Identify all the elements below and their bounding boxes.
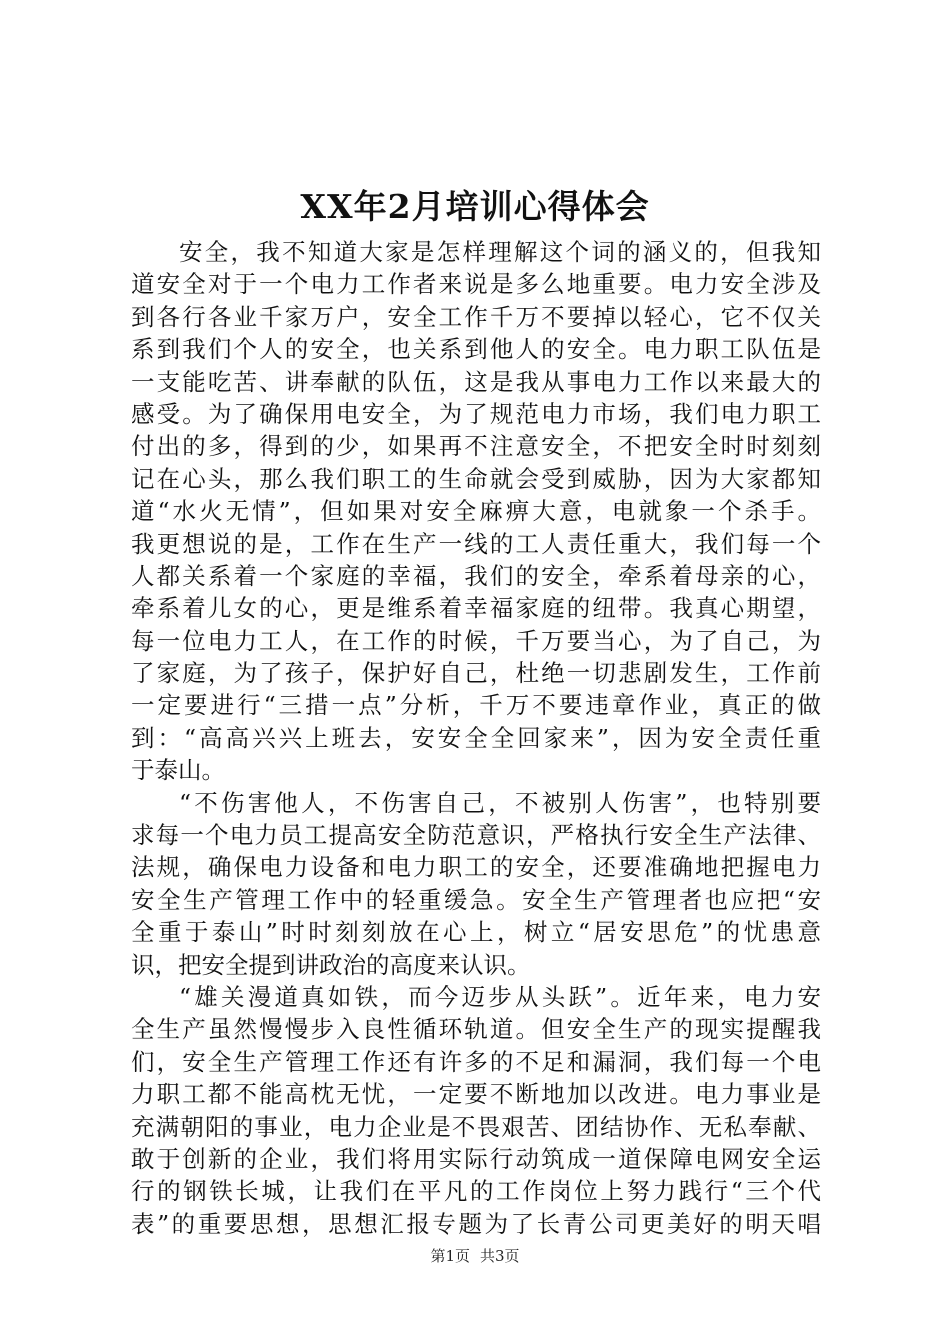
text-line: 道“水火无情”，但如果对安全麻痹大意，电就象一个杀手。 <box>131 497 821 526</box>
text-line: 全生产虽然慢慢步入良性循环轨道。但安全生产的现实提醒我 <box>131 1015 821 1044</box>
text-line: “不伤害他人，不伤害自己，不被别人伤害”，也特别要 <box>179 788 821 817</box>
page-footer <box>0 1246 950 1266</box>
text-line: 表”的重要思想，思想汇报专题为了长青公司更美好的明天唱 <box>131 1209 821 1238</box>
text-line: 安全，我不知道大家是怎样理解这个词的涵义的，但我知 <box>179 238 821 266</box>
text-line: 感受。为了确保用电安全，为了规范电力市场，我们电力职工 <box>131 399 821 428</box>
text-line: 到各行各业千家万户，安全工作千万不要掉以轻心，它不仅关 <box>131 302 821 331</box>
text-line: 系到我们个人的安全，也关系到他人的安全。电力职工队伍是 <box>131 335 821 364</box>
text-line: 付出的多，得到的少，如果再不注意安全，不把安全时时刻刻 <box>131 432 821 461</box>
text-line: 识，把安全提到讲政治的高度来认识。 <box>131 950 531 979</box>
page-number: 第1页 <box>430 1247 470 1265</box>
text-line: 到：“高高兴兴上班去，安安全全回家来”，因为安全责任重 <box>131 723 821 752</box>
text-line: 敢于创新的企业，我们将用实际行动筑成一道保障电网安全运 <box>131 1144 821 1173</box>
text-line: 充满朝阳的事业，电力企业是不畏艰苦、团结协作、无私奉献、 <box>131 1112 821 1141</box>
document-title: XX年2月培训心得体会 <box>300 187 650 226</box>
text-line: 求每一个电力员工提高安全防范意识，严格执行安全生产法律、 <box>131 821 821 850</box>
text-line: 记在心头，那么我们职工的生命就会受到威胁，因为大家都知 <box>131 464 821 493</box>
text-line: 行的钢铁长城，让我们在平凡的工作岗位上努力践行“三个代 <box>131 1177 821 1206</box>
text-line: 道安全对于一个电力工作者来说是多么地重要。电力安全涉及 <box>131 270 821 299</box>
text-line: 们，安全生产管理工作还有许多的不足和漏洞，我们每一个电 <box>131 1047 821 1076</box>
text-line: 一支能吃苦、讲奉献的队伍，这是我从事电力工作以来最大的 <box>131 367 821 396</box>
text-line: 于泰山。 <box>131 756 225 785</box>
text-line: 全重于泰山”时时刻刻放在心上，树立“居安思危”的忧患意 <box>131 918 821 947</box>
text-line: 安全生产管理工作中的轻重缓急。安全生产管理者也应把“安 <box>131 885 821 914</box>
text-line: 了家庭，为了孩子，保护好自己，杜绝一切悲剧发生，工作前 <box>131 659 821 688</box>
text-line: 法规，确保电力设备和电力职工的安全，还要准确地把握电力 <box>131 853 821 882</box>
text-line: 每一位电力工人，在工作的时候，千万要当心，为了自己，为 <box>131 626 821 655</box>
text-line: 我更想说的是，工作在生产一线的工人责任重大，我们每一个 <box>131 529 821 558</box>
text-line: 牵系着儿女的心，更是维系着幸福家庭的纽带。我真心期望， <box>131 594 821 623</box>
page-total: 共3页 <box>480 1247 520 1265</box>
text-line: 人都关系着一个家庭的幸福，我们的安全，牵系着母亲的心， <box>131 561 821 590</box>
document-body <box>131 236 821 1240</box>
text-line: 一定要进行“三措一点”分析，千万不要违章作业，真正的做 <box>131 691 821 720</box>
text-line: 力职工都不能高枕无忧，一定要不断地加以改进。电力事业是 <box>131 1080 821 1109</box>
text-line: “雄关漫道真如铁，而今迈步从头跃”。近年来，电力安 <box>179 982 821 1011</box>
